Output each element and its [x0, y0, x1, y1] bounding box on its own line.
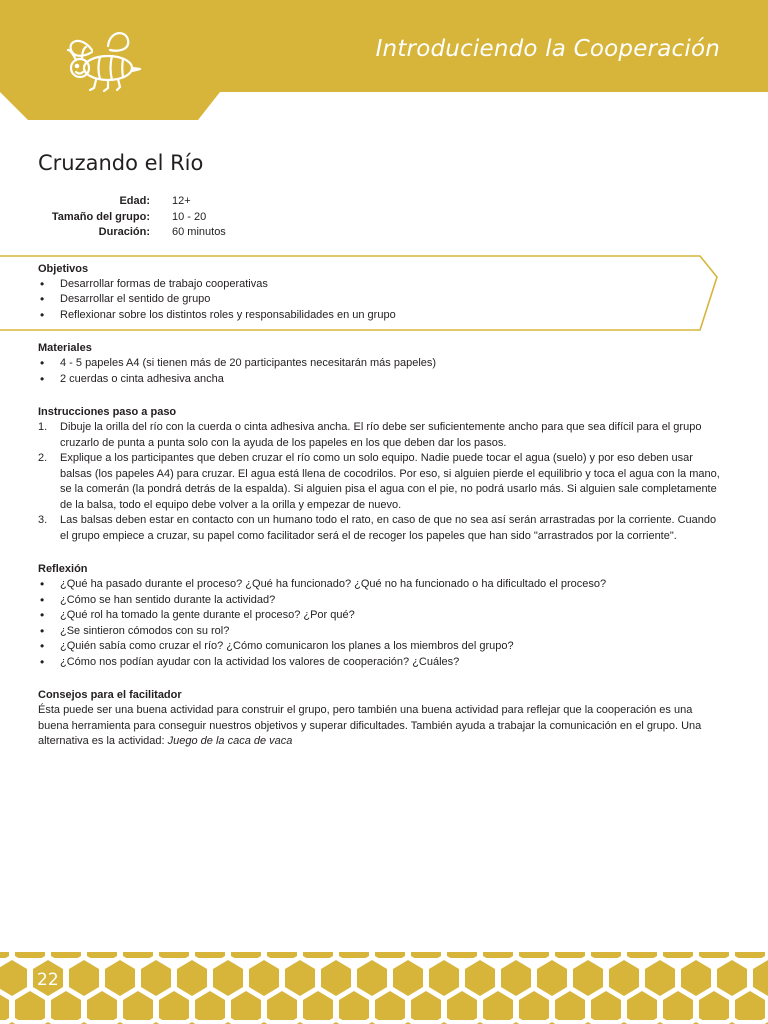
list-item: • 4 - 5 papeles A4 (si tienen más de 20 participantes necesitarán más papeles) [38, 356, 720, 372]
instructions-heading: Instrucciones paso a paso [38, 406, 177, 418]
list-item: • ¿Quién sabía como cruzar el río? ¿Cómo comunicaron los planes a los miembros del grupo? [38, 639, 720, 655]
bee-icon [62, 28, 152, 98]
reflection-list [38, 577, 720, 670]
reflection-heading: Reflexión [38, 563, 88, 575]
step-number: 1. [38, 421, 48, 433]
list-item: • ¿Se sintieron cómodos con su rol? [38, 624, 720, 640]
meta-value-group-size: 10 - 20 [172, 210, 207, 223]
list-item [38, 420, 720, 451]
list-item [38, 451, 720, 513]
step-text: Explique a los participantes que deben cruzar el río como un solo equipo. Nadie puede tocar el agua (suelo) y por eso deben usar balsas (los papeles A4) para cruzar. El agua está llena de cocodrilos. Por eso, si alguien pierde el equilibrio y toca el agua con la mano, se la comerán (la pondrá detrás de la espalda). Si alguien pisa el agua con el pie, no podrá usarlo más. Si alguien sale completamente de la balsa, todo el equipo debe volver a la orilla y empezar de nuevo. [60, 452, 720, 511]
objectives-list [38, 277, 720, 324]
materials-list [38, 356, 720, 387]
list-item: • ¿Cómo se han sentido durante la actividad? [38, 593, 720, 609]
objectives-heading: Objetivos [38, 262, 89, 275]
meta-key-age: Edad: [119, 195, 150, 207]
page-number: 22 [37, 970, 59, 990]
instructions-section [38, 405, 720, 544]
activity-meta [38, 194, 720, 241]
list-item: • Reflexionar sobre los distintos roles y responsabilidades en un grupo [38, 308, 720, 324]
list-item: • Desarrollar el sentido de grupo [38, 292, 720, 308]
list-item [38, 513, 720, 544]
step-text: Las balsas deben estar en contacto con un humano todo el rato, en caso de que no sea así serán arrastradas por la corriente. Cuando el grupo empiece a cruzar, su papel como facilitador será el de recoger los papeles que han sido "arrastrados por la corriente". [60, 514, 717, 542]
materials-section [38, 341, 720, 387]
materials-heading: Materiales [38, 342, 92, 354]
list-item: • ¿Cómo nos podían ayudar con la actividad los valores de cooperación? ¿Cuáles? [38, 655, 720, 671]
list-item: • Desarrollar formas de trabajo cooperativas [38, 277, 720, 293]
meta-key-duration: Duración: [98, 226, 150, 238]
page-title: Cruzando el Río [38, 151, 204, 175]
list-item: • ¿Qué ha pasado durante el proceso? ¿Qué ha funcionado? ¿Qué no ha funcionado o ha dificultado el proceso? [38, 577, 720, 593]
instructions-list [38, 420, 720, 544]
page-content [38, 150, 720, 764]
header-title: Introduciendo la Cooperación [375, 36, 720, 62]
alternative-activity-link: Juego de la caca de vaca [167, 735, 293, 747]
honeycomb-pattern [0, 952, 768, 1024]
step-number: 3. [38, 514, 48, 526]
meta-value-duration: 60 minutos [172, 226, 226, 238]
step-number: 2. [38, 452, 48, 464]
objectives-section [38, 261, 720, 324]
facilitator-tips-heading: Consejos para el facilitador [38, 689, 182, 701]
reflection-section [38, 562, 720, 670]
list-item: • 2 cuerdas o cinta adhesiva ancha [38, 372, 720, 388]
step-text: Dibuje la orilla del río con la cuerda o cinta adhesiva ancha. El río debe ser suficientemente ancho para que sea difícil para el grupo cruzarlo de punta a punta solo con la ayuda de los papeles en los que deben dar los pasos. [60, 421, 702, 449]
header-banner [0, 0, 768, 120]
facilitator-tips-section [38, 688, 720, 750]
meta-key-group-size: Tamaño del grupo: [51, 210, 150, 223]
facilitator-tips-text [38, 703, 720, 750]
meta-value-age: 12+ [172, 195, 191, 207]
list-item: • ¿Qué rol ha tomado la gente durante el proceso? ¿Por qué? [38, 608, 720, 624]
tips-body: Ésta puede ser una buena actividad para construir el grupo, pero también una buena actividad para reflejar que la cooperación es una buena herramienta para conseguir nuestros objetivos y superar dificultades. También ayuda a trabajar la comunicación en el grupo. Una alternativa es la actividad: [38, 704, 702, 747]
